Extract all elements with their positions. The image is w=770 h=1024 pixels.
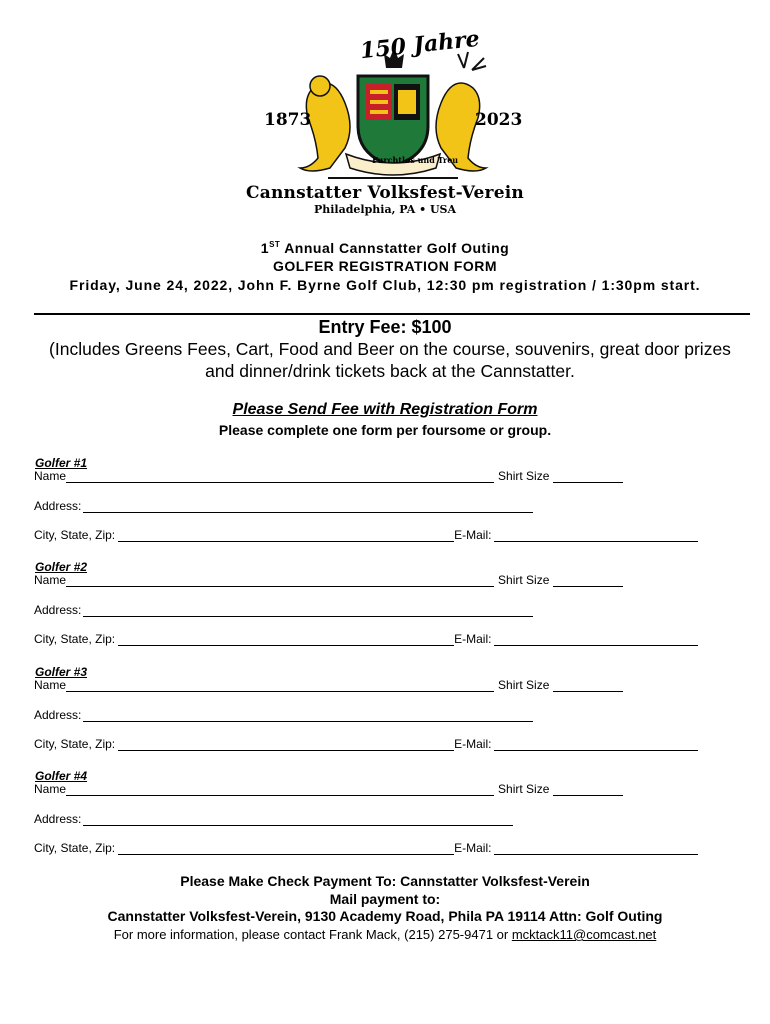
city-label: City, State, Zip: xyxy=(34,841,116,855)
form-instruction: Please complete one form per foursome or group. xyxy=(218,422,552,438)
city-email-row xyxy=(34,737,698,751)
payment-instruction: Please Make Check Payment To: Cannstatter Volksfest-Verein xyxy=(180,873,590,889)
email-field[interactable] xyxy=(494,529,698,542)
divider xyxy=(34,313,750,315)
form-title: GOLFER REGISTRATION FORM xyxy=(272,258,498,274)
golfer-block xyxy=(34,665,724,769)
address-label: Address: xyxy=(34,708,82,722)
email-label: E-Mail: xyxy=(454,632,492,646)
address-row xyxy=(34,499,533,513)
name-row xyxy=(34,573,623,587)
shirt-size-field[interactable] xyxy=(553,470,623,483)
address-field[interactable] xyxy=(83,604,533,617)
shirt-size-label: Shirt Size xyxy=(498,678,550,692)
entry-fee: Entry Fee: $100 xyxy=(318,317,452,337)
email-field[interactable] xyxy=(494,842,698,855)
mailing-address: Cannstatter Volksfest-Verein, 9130 Academy Road, Phila PA 19114 Attn: Golf Outing xyxy=(107,908,663,924)
name-field[interactable] xyxy=(66,679,494,692)
city-field[interactable] xyxy=(118,633,454,646)
address-field[interactable] xyxy=(83,813,513,826)
city-label: City, State, Zip: xyxy=(34,632,116,646)
contact-text: For more information, please contact Frank Mack, (215) 275-9471 or xyxy=(113,927,512,942)
name-field[interactable] xyxy=(66,574,494,587)
shirt-size-field[interactable] xyxy=(553,783,623,796)
city-email-row xyxy=(34,528,698,542)
shirt-size-field[interactable] xyxy=(553,574,623,587)
name-row xyxy=(34,678,623,692)
name-row xyxy=(34,782,623,796)
shirt-size-label: Shirt Size xyxy=(498,573,550,587)
shirt-size-label: Shirt Size xyxy=(498,782,550,796)
golfer-heading: Golfer #2 xyxy=(35,560,88,574)
city-field[interactable] xyxy=(118,738,454,751)
club-city: Philadelphia, PA • USA xyxy=(313,203,457,216)
contact-info xyxy=(0,927,770,942)
address-field[interactable] xyxy=(83,709,533,722)
fee-includes: (Includes Greens Fees, Cart, Food and Beer on the course, souvenirs, great door prizes and dinner/drink tickets back at the Cannstatter. xyxy=(49,339,731,381)
email-field[interactable] xyxy=(494,738,698,751)
address-row xyxy=(34,603,533,617)
shirt-size-field[interactable] xyxy=(553,679,623,692)
address-label: Address: xyxy=(34,812,82,826)
email-label: E-Mail: xyxy=(454,737,492,751)
city-label: City, State, Zip: xyxy=(34,528,116,542)
event-title: 1ST Annual Cannstatter Golf Outing xyxy=(260,240,510,256)
mail-payment-heading: Mail payment to: xyxy=(329,891,441,907)
club-name: Cannstatter Volksfest-Verein xyxy=(246,183,524,203)
name-label: Name xyxy=(34,782,67,796)
name-row xyxy=(34,469,623,483)
email-field[interactable] xyxy=(494,633,698,646)
name-label: Name xyxy=(34,573,67,587)
name-field[interactable] xyxy=(66,783,494,796)
name-field[interactable] xyxy=(66,470,494,483)
city-email-row xyxy=(34,841,698,855)
logo-motto: Furchtlos und Treu xyxy=(372,155,459,165)
name-label: Name xyxy=(34,678,67,692)
golfer-heading: Golfer #4 xyxy=(35,769,88,783)
address-field[interactable] xyxy=(83,500,533,513)
email-label: E-Mail: xyxy=(454,841,492,855)
city-field[interactable] xyxy=(118,529,454,542)
address-row xyxy=(34,812,513,826)
address-row xyxy=(34,708,533,722)
email-label: E-Mail: xyxy=(454,528,492,542)
name-label: Name xyxy=(34,469,67,483)
city-label: City, State, Zip: xyxy=(34,737,116,751)
contact-email-link[interactable]: mcktack11@comcast.net xyxy=(511,927,657,942)
address-label: Address: xyxy=(34,499,82,513)
logo-year-anniversary: 2023 xyxy=(475,110,523,130)
golfer-heading: Golfer #1 xyxy=(35,456,88,470)
golfer-block xyxy=(34,456,724,560)
golfer-heading: Golfer #3 xyxy=(35,665,88,679)
shirt-size-label: Shirt Size xyxy=(498,469,550,483)
logo-year-founded: 1873 xyxy=(264,110,312,130)
send-fee-instruction: Please Send Fee with Registration Form xyxy=(232,401,538,418)
city-email-row xyxy=(34,632,698,646)
address-label: Address: xyxy=(34,603,82,617)
golfer-block xyxy=(34,560,724,664)
logo-jahre-text: 150 Jahre xyxy=(358,25,481,65)
golfer-block xyxy=(34,769,724,873)
event-details: Friday, June 24, 2022, John F. Byrne Golf Club, 12:30 pm registration / 1:30pm start. xyxy=(69,277,701,293)
city-field[interactable] xyxy=(118,842,454,855)
